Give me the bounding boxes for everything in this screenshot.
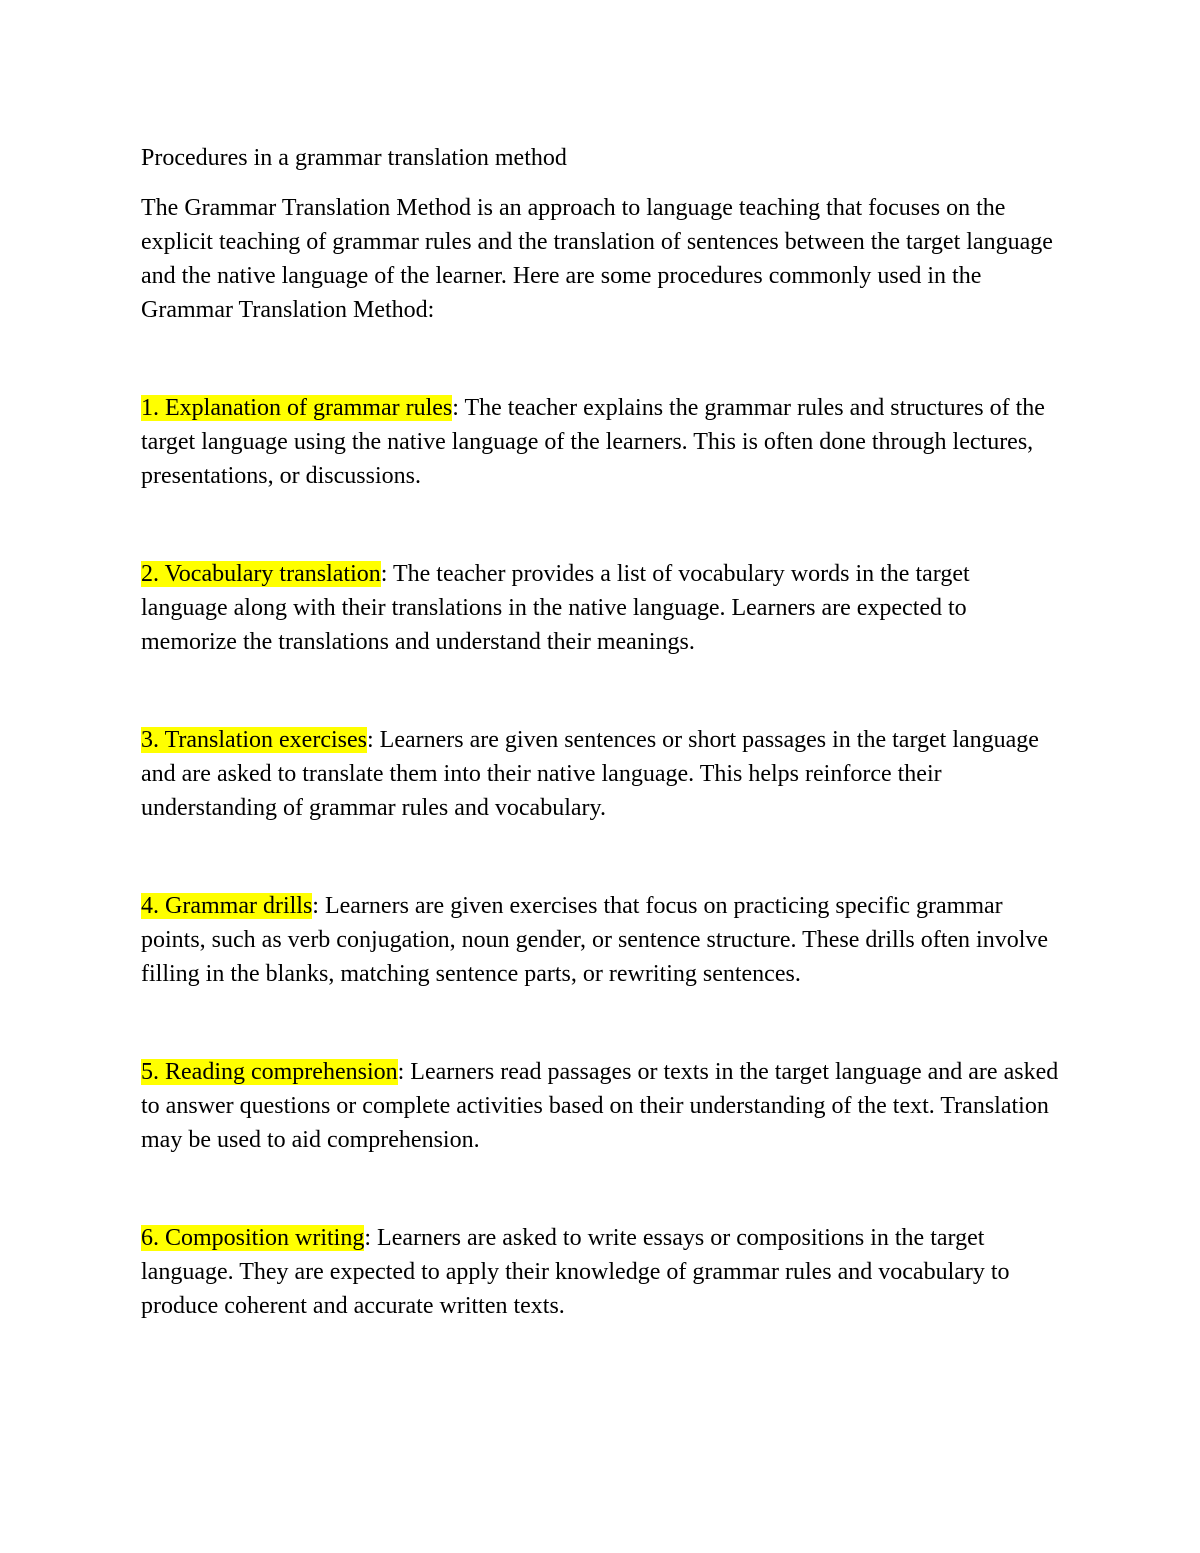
procedure-item-2 [141, 557, 1061, 659]
procedure-body: : The teacher provides a list of vocabulary words in the target language along with their translations in the native language. Learners are expected to memorize the translations and understand their meanings. [141, 561, 970, 655]
procedure-heading: 3. Translation exercises [141, 727, 367, 753]
procedure-body: : Learners read passages or texts in the target language and are asked to answer questions or complete activities based on their understanding of the text. Translation may be used to aid comprehension. [141, 1059, 1059, 1153]
procedure-item-6 [141, 1221, 1061, 1323]
procedure-body: : Learners are given sentences or short passages in the target language and are asked to translate them into their native language. This helps reinforce their understanding of grammar rules and vocabulary. [141, 727, 1039, 821]
procedure-body: : Learners are asked to write essays or compositions in the target language. They are expected to apply their knowledge of grammar rules and vocabulary to produce coherent and accurate written texts. [141, 1225, 1010, 1319]
document-title: Procedures in a grammar translation method [141, 145, 567, 171]
procedure-heading: 2. Vocabulary translation [141, 561, 381, 587]
procedure-heading: 4. Grammar drills [141, 893, 313, 919]
document-content [141, 141, 1061, 1323]
procedure-heading: 6. Composition writing [141, 1225, 365, 1251]
procedure-item-3 [141, 723, 1061, 825]
procedure-item-1 [141, 391, 1061, 493]
procedure-item-4 [141, 889, 1061, 991]
procedure-heading: 5. Reading comprehension [141, 1059, 398, 1085]
procedure-body: : The teacher explains the grammar rules and structures of the target language using the native language of the learners. This is often done through lectures, presentations, or discussions. [141, 395, 1045, 489]
procedure-body: : Learners are given exercises that focus on practicing specific grammar points, such as verb conjugation, noun gender, or sentence structure. These drills often involve filling in the blanks, matching sentence parts, or rewriting sentences. [141, 893, 1049, 987]
intro-paragraph: The Grammar Translation Method is an approach to language teaching that focuses on the explicit teaching of grammar rules and the translation of sentences between the target language and the native language of the learner. Here are some procedures commonly used in the Grammar Translation Method: [141, 195, 1053, 323]
procedure-item-5 [141, 1055, 1061, 1157]
procedure-heading: 1. Explanation of grammar rules [141, 395, 453, 421]
